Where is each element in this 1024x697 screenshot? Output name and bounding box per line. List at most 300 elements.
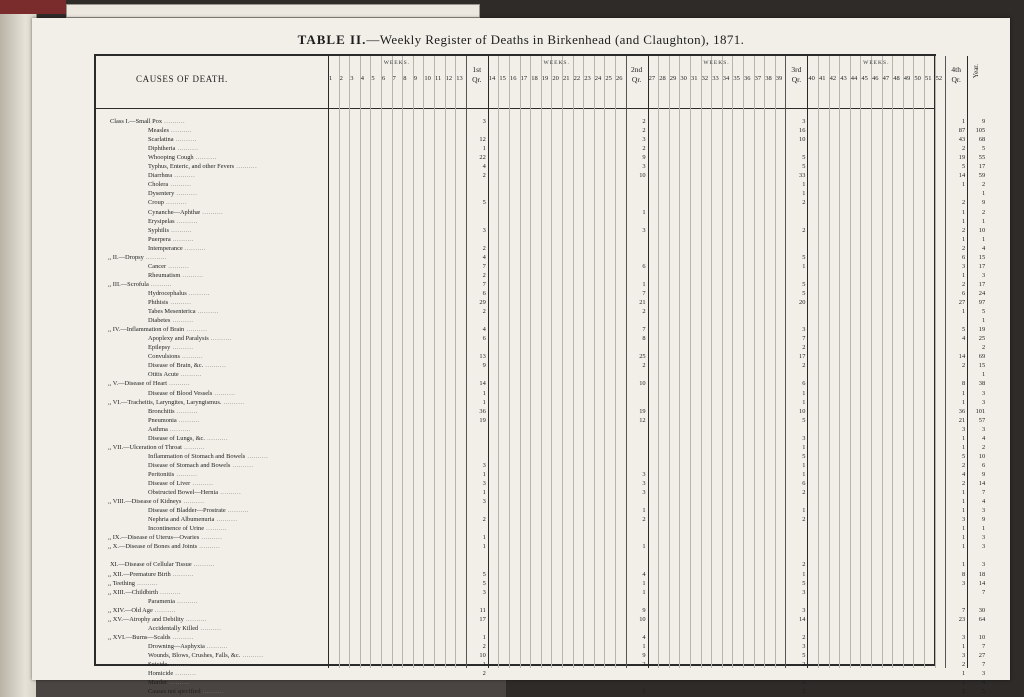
cause-label bbox=[148, 154, 217, 162]
cause-label bbox=[148, 625, 221, 633]
cause-name: Erysipelas bbox=[148, 217, 175, 225]
cell-q3: 20 bbox=[799, 299, 806, 306]
cause-name: Diarrhœa bbox=[148, 172, 173, 180]
cell-year: 57 bbox=[978, 416, 986, 424]
quarter-column-rule bbox=[648, 56, 649, 668]
cell-q1: 5 bbox=[482, 579, 486, 587]
cause-name: IX.—Disease of Uterus—Ovaries bbox=[112, 534, 200, 542]
cell-year: 3 bbox=[981, 670, 986, 678]
week-number-25: 25 bbox=[605, 75, 612, 82]
week-number-44: 44 bbox=[850, 75, 858, 82]
leader-dots: .......... bbox=[245, 452, 269, 460]
cause-name: III.—Scrofula bbox=[112, 280, 149, 288]
week-column-rule bbox=[743, 56, 744, 668]
week-number-34: 34 bbox=[722, 75, 730, 82]
cell-q1: 1 bbox=[482, 661, 486, 668]
cause-label bbox=[108, 444, 205, 452]
cause-label bbox=[148, 272, 203, 280]
cell-year: 38 bbox=[978, 380, 986, 388]
cell-q4: 3 bbox=[961, 651, 966, 659]
cell-q3: 3 bbox=[802, 434, 806, 442]
cause-label bbox=[148, 408, 198, 416]
cause-name: XIV.—Old Age bbox=[112, 606, 153, 614]
cell-q3: 1 bbox=[802, 398, 806, 406]
cell-q1: 6 bbox=[482, 335, 486, 343]
week-number-46: 46 bbox=[872, 75, 879, 82]
cell-q4: 3 bbox=[961, 579, 966, 587]
leader-dots: .......... bbox=[240, 651, 264, 659]
week-number-45: 45 bbox=[861, 75, 868, 82]
cell-q1: 3 bbox=[482, 461, 486, 469]
cell-q2: 2 bbox=[642, 145, 646, 153]
leader-dots: .......... bbox=[183, 615, 207, 623]
week-column-rule bbox=[839, 56, 840, 668]
cell-q4: 1 bbox=[961, 235, 966, 243]
week-number-2: 2 bbox=[339, 75, 343, 82]
page-title bbox=[32, 32, 1010, 48]
cell-year: 59 bbox=[978, 172, 986, 180]
cell-year: 9 bbox=[981, 516, 986, 524]
week-column-rule bbox=[690, 56, 691, 668]
week-number-10: 10 bbox=[424, 75, 431, 82]
cell-year: 97 bbox=[978, 299, 986, 306]
ditto-mark: ,, bbox=[108, 498, 113, 506]
week-number-13: 13 bbox=[456, 75, 463, 82]
cell-q4: 1 bbox=[961, 398, 966, 406]
cell-year: 3 bbox=[981, 425, 986, 433]
week-column-rule bbox=[701, 56, 702, 668]
cause-label bbox=[108, 326, 207, 334]
leader-dots: .......... bbox=[176, 416, 200, 424]
cell-q4: 3 bbox=[961, 262, 966, 270]
cause-name: Hydrocephalus bbox=[148, 289, 187, 297]
week-number-18: 18 bbox=[531, 75, 538, 82]
week-column-rule bbox=[903, 56, 904, 668]
ditto-mark: ,, bbox=[108, 606, 113, 614]
cell-q2: 3 bbox=[642, 163, 646, 171]
cell-q4: 1 bbox=[961, 271, 966, 279]
leader-dots: .......... bbox=[174, 470, 198, 478]
cell-year: 4 bbox=[981, 679, 986, 687]
cell-q4: 2 bbox=[961, 661, 966, 668]
leader-dots: .......... bbox=[134, 579, 159, 587]
cell-q3: 5 bbox=[802, 154, 806, 162]
week-column-rule bbox=[541, 56, 542, 668]
leader-dots: .......... bbox=[143, 253, 167, 261]
cell-q1: 1 bbox=[482, 470, 486, 478]
cause-label bbox=[148, 525, 227, 533]
cell-year: 3 bbox=[981, 271, 986, 279]
cell-q3: 33 bbox=[799, 172, 806, 180]
cause-name: Whooping Cough bbox=[148, 154, 194, 162]
cause-name: Otitis Acute bbox=[148, 371, 179, 379]
cell-year: 3 bbox=[981, 507, 986, 515]
cell-q4: 2 bbox=[961, 244, 966, 252]
cell-q1: 1 bbox=[482, 389, 486, 397]
cell-q1: 2 bbox=[482, 271, 486, 279]
cell-q4: 1 bbox=[961, 670, 966, 678]
week-number-21: 21 bbox=[563, 75, 570, 82]
cell-q3: 3 bbox=[802, 326, 806, 334]
cell-q3: 17 bbox=[799, 353, 806, 361]
cell-q4: 1 bbox=[961, 534, 966, 542]
cell-q3: 2 bbox=[802, 226, 806, 234]
cause-label bbox=[148, 145, 198, 153]
cell-year: 17 bbox=[978, 163, 986, 171]
cell-q1: 3 bbox=[482, 480, 486, 487]
cause-label bbox=[148, 688, 224, 696]
cause-label bbox=[148, 489, 241, 497]
cell-q4: 1 bbox=[961, 642, 966, 650]
leader-dots: .......... bbox=[170, 317, 194, 325]
week-number-1: 1 bbox=[329, 75, 333, 82]
cell-q2: 7 bbox=[642, 326, 646, 334]
cause-name: Diabetes bbox=[148, 317, 171, 325]
cell-q4: 27 bbox=[958, 299, 966, 306]
cell-q3: 1 bbox=[802, 389, 806, 397]
cause-label bbox=[148, 353, 203, 361]
cause-label bbox=[148, 471, 197, 479]
cause-name: Class I.—Small Pox bbox=[110, 118, 163, 125]
cell-q4: 19 bbox=[958, 154, 966, 162]
cause-label bbox=[108, 580, 158, 588]
week-column-rule bbox=[573, 56, 574, 668]
week-number-47: 47 bbox=[882, 75, 890, 82]
cause-name: Cholera bbox=[148, 181, 169, 189]
cause-name: Drowning—Asphyxia bbox=[148, 642, 205, 650]
cell-year: 5 bbox=[981, 308, 986, 316]
cell-year: 6 bbox=[981, 461, 986, 469]
cause-label bbox=[110, 561, 215, 569]
week-column-rule bbox=[370, 56, 371, 668]
cause-name: Puerpera bbox=[148, 235, 171, 243]
cause-name: Causes not specified bbox=[148, 688, 201, 696]
cell-q3: 10 bbox=[799, 407, 806, 415]
cell-year: 4 bbox=[981, 434, 986, 442]
cell-q2: 1 bbox=[642, 507, 646, 515]
week-number-42: 42 bbox=[829, 75, 837, 82]
cause-name: Disease of Stomach and Bowels bbox=[148, 461, 231, 469]
leader-dots: .......... bbox=[221, 398, 245, 406]
causes-header: CAUSES OF DEATH. bbox=[136, 74, 228, 84]
cell-year: 64 bbox=[978, 615, 986, 623]
week-number-8: 8 bbox=[403, 75, 407, 82]
cell-q2: 9 bbox=[642, 651, 646, 659]
cell-q3: 5 bbox=[802, 280, 806, 288]
cause-label bbox=[148, 462, 253, 470]
cell-q4: 36 bbox=[958, 407, 966, 415]
cell-q1: 36 bbox=[479, 407, 486, 415]
cause-label bbox=[148, 227, 192, 235]
cause-label bbox=[148, 190, 197, 198]
cell-q2: 10 bbox=[639, 172, 646, 180]
leader-dots: .......... bbox=[168, 226, 193, 234]
cell-year: 69 bbox=[978, 353, 986, 361]
cause-label bbox=[148, 181, 191, 189]
cause-name: Nephria and Albumenuria bbox=[148, 516, 215, 524]
cell-q1: 4 bbox=[482, 326, 486, 334]
week-number-39: 39 bbox=[775, 75, 783, 82]
ditto-mark: ,, bbox=[108, 579, 113, 587]
cell-year: 30 bbox=[978, 606, 986, 614]
cell-q4: 1 bbox=[961, 489, 966, 497]
cell-q3: 2 bbox=[802, 688, 806, 696]
cell-q3: 14 bbox=[799, 615, 806, 623]
cell-q2: 10 bbox=[639, 615, 646, 623]
cell-q2: 2 bbox=[642, 308, 646, 316]
cause-name: II.—Dropsy bbox=[112, 253, 144, 261]
cause-name: Epilepsy bbox=[148, 344, 171, 352]
cell-q2: 2 bbox=[642, 118, 646, 125]
cause-name: VI.—Tracheitis, Laryngites, Laryngismus. bbox=[112, 398, 222, 406]
cell-q4: 2 bbox=[961, 688, 966, 696]
cell-year: 14 bbox=[978, 480, 986, 487]
week-number-43: 43 bbox=[840, 75, 847, 82]
week-number-36: 36 bbox=[744, 75, 751, 82]
cause-label bbox=[148, 218, 198, 226]
cause-name: Disease of Lungs, &c. bbox=[148, 434, 205, 442]
cause-name: VII.—Ulceration of Throat bbox=[112, 443, 182, 451]
cause-name: Wounds, Blows, Crushes, Falls, &c. bbox=[148, 651, 241, 659]
cause-label bbox=[148, 652, 263, 660]
cause-label bbox=[108, 380, 190, 388]
week-number-35: 35 bbox=[733, 75, 740, 82]
cause-name: Typhus, Enteric, and other Fevers bbox=[148, 163, 235, 171]
week-column-rule bbox=[339, 56, 340, 668]
weeks-label: WEEKS. bbox=[863, 60, 890, 66]
leader-dots: .......... bbox=[168, 299, 192, 306]
cell-q2: 2 bbox=[642, 127, 646, 135]
week-number-32: 32 bbox=[701, 75, 709, 82]
leader-dots: .......... bbox=[208, 335, 232, 343]
week-column-rule bbox=[669, 56, 670, 668]
cause-label bbox=[108, 281, 172, 289]
cell-q3: 5 bbox=[802, 163, 806, 171]
cell-q3: 16 bbox=[799, 127, 806, 135]
cell-q2: 3 bbox=[642, 226, 646, 234]
cell-q1: 7 bbox=[482, 280, 486, 288]
week-column-rule bbox=[530, 56, 531, 668]
week-column-rule bbox=[498, 56, 499, 668]
leader-dots: .......... bbox=[163, 199, 188, 207]
cell-q1: 11 bbox=[479, 606, 486, 614]
week-column-rule bbox=[509, 56, 510, 668]
cause-name: Scarlatina bbox=[148, 136, 174, 144]
week-column-rule bbox=[381, 56, 382, 668]
cause-label bbox=[148, 290, 210, 298]
cause-name: VIII.—Disease of Kidneys bbox=[112, 498, 182, 506]
week-number-22: 22 bbox=[573, 75, 581, 82]
cell-q3: 3 bbox=[802, 642, 806, 650]
leader-dots: .......... bbox=[190, 480, 214, 487]
cause-label bbox=[148, 598, 198, 606]
leader-dots: .......... bbox=[198, 624, 222, 632]
cause-name: Tabes Mesenterica bbox=[148, 308, 196, 316]
cell-q4: 5 bbox=[961, 452, 966, 460]
week-number-6: 6 bbox=[382, 75, 386, 82]
cell-q4: 2 bbox=[961, 145, 966, 153]
week-number-4: 4 bbox=[360, 75, 365, 82]
leader-dots: .......... bbox=[174, 217, 198, 225]
cell-year: 3 bbox=[981, 534, 986, 542]
cell-q4: 6 bbox=[961, 289, 966, 297]
cause-name: XI.—Disease of Cellular Tissue bbox=[110, 561, 192, 569]
cell-q2: 1 bbox=[642, 208, 646, 216]
cell-q1: 29 bbox=[479, 299, 486, 306]
cause-name: Asthma bbox=[148, 425, 168, 433]
cell-q1: 4 bbox=[482, 253, 486, 261]
cause-label bbox=[148, 136, 197, 144]
cause-name: Disease of Brain, &c. bbox=[148, 362, 204, 370]
week-column-rule bbox=[711, 56, 712, 668]
leader-dots: .......... bbox=[204, 642, 228, 650]
leader-dots: .......... bbox=[172, 172, 196, 180]
cell-q2: 19 bbox=[639, 407, 646, 415]
leader-dots: .......... bbox=[173, 670, 197, 678]
cell-q4: 8 bbox=[961, 380, 966, 388]
week-column-rule bbox=[562, 56, 563, 668]
cause-label bbox=[110, 118, 185, 126]
cause-label bbox=[148, 362, 226, 370]
cause-label bbox=[148, 236, 194, 244]
cause-name: Teething bbox=[112, 579, 135, 587]
cell-q4: 23 bbox=[958, 615, 966, 623]
cause-name: Croup bbox=[148, 199, 164, 207]
cause-label bbox=[148, 317, 193, 325]
cell-q4: 8 bbox=[961, 570, 966, 578]
cell-year: 9 bbox=[981, 199, 986, 207]
week-number-52: 52 bbox=[935, 75, 943, 82]
leader-dots: .......... bbox=[170, 344, 194, 352]
cell-q3: 7 bbox=[802, 335, 806, 343]
cause-name: XVI.—Burns—Scalds bbox=[112, 633, 171, 641]
cause-label bbox=[108, 571, 194, 579]
cell-q2: 1 bbox=[642, 688, 646, 696]
week-number-48: 48 bbox=[893, 75, 900, 82]
cause-label bbox=[148, 209, 223, 217]
leader-dots: .......... bbox=[170, 235, 194, 243]
week-column-rule bbox=[882, 56, 883, 668]
cause-name: XII.—Premature Birth bbox=[112, 570, 171, 578]
cell-q1: 22 bbox=[479, 154, 486, 162]
cell-q4: 1 bbox=[961, 561, 966, 569]
cause-label bbox=[148, 507, 249, 515]
cell-q4: 7 bbox=[961, 606, 966, 614]
leader-dots: .......... bbox=[167, 380, 191, 388]
cell-year: 17 bbox=[978, 280, 986, 288]
cause-name: Peritonitis bbox=[148, 470, 175, 478]
cell-year: 101 bbox=[975, 407, 986, 415]
cell-q4: 1 bbox=[961, 217, 966, 225]
cause-name: Bronchitis bbox=[148, 407, 175, 415]
cell-q1: 14 bbox=[479, 380, 486, 388]
cell-q4: 1 bbox=[961, 543, 966, 551]
ditto-mark: ,, bbox=[108, 570, 113, 578]
cause-label bbox=[148, 480, 213, 488]
cell-q4: 43 bbox=[958, 136, 966, 144]
cause-name: XV.—Atrophy and Debility bbox=[112, 615, 184, 623]
cell-q2: 2 bbox=[642, 661, 646, 668]
leader-dots: .......... bbox=[200, 208, 224, 216]
week-number-9: 9 bbox=[413, 75, 418, 82]
week-column-rule bbox=[679, 56, 680, 668]
cause-label bbox=[108, 634, 194, 642]
leader-dots: .......... bbox=[167, 679, 191, 687]
leader-dots: .......... bbox=[204, 434, 229, 442]
leader-dots: .......... bbox=[180, 271, 204, 279]
cell-year: 25 bbox=[978, 335, 986, 343]
cell-year: 10 bbox=[978, 226, 986, 234]
quarter-column-rule bbox=[488, 56, 489, 668]
cell-q2: 1 bbox=[642, 579, 646, 587]
week-column-rule bbox=[722, 56, 723, 668]
cell-year: 4 bbox=[981, 498, 986, 506]
cause-label bbox=[148, 172, 195, 180]
leader-dots: .......... bbox=[174, 190, 198, 198]
cause-name: X.—Disease of Bones and Joints bbox=[112, 543, 198, 551]
quarter-header-q1: 1st Qr. bbox=[472, 65, 482, 84]
cell-q2: 4 bbox=[642, 633, 646, 641]
cell-q3: 2 bbox=[802, 489, 806, 497]
cell-q1: 1 bbox=[482, 489, 486, 497]
cell-q2: 9 bbox=[642, 154, 646, 162]
cell-q4: 1 bbox=[961, 443, 966, 451]
cell-q3: 3 bbox=[802, 606, 806, 614]
cell-q3: 5 bbox=[802, 289, 806, 297]
cell-q1: 1 bbox=[482, 543, 486, 551]
cause-label bbox=[108, 543, 220, 551]
cell-q2: 3 bbox=[642, 480, 646, 487]
cell-q3: 1 bbox=[802, 507, 806, 515]
ditto-mark: ,, bbox=[108, 398, 113, 406]
leader-dots: .......... bbox=[199, 534, 223, 542]
cause-name: Disease of Blood Vessels bbox=[148, 389, 213, 397]
cell-q3: 1 bbox=[802, 470, 806, 478]
cause-name: Phthisis bbox=[148, 299, 169, 306]
leader-dots: .......... bbox=[212, 389, 236, 397]
week-number-15: 15 bbox=[499, 75, 506, 82]
cell-q3: 2 bbox=[802, 344, 806, 352]
leader-dots: .......... bbox=[186, 289, 210, 297]
cell-q1: 19 bbox=[479, 416, 486, 424]
cell-q2: 2 bbox=[642, 362, 646, 370]
cell-q3: 3 bbox=[802, 118, 806, 125]
leader-dots: .......... bbox=[166, 262, 190, 270]
cell-year: 2 bbox=[981, 344, 986, 352]
leader-dots: .......... bbox=[148, 280, 172, 288]
week-number-29: 29 bbox=[669, 75, 677, 82]
cell-q3: 6 bbox=[802, 480, 806, 487]
cell-q4: 14 bbox=[958, 353, 966, 361]
leader-dots: .......... bbox=[162, 118, 186, 125]
cell-q4: 21 bbox=[958, 416, 966, 424]
cell-q2: 1 bbox=[642, 280, 646, 288]
leader-dots: .......... bbox=[170, 633, 194, 641]
cell-q4: 3 bbox=[961, 633, 966, 641]
cause-label bbox=[148, 263, 189, 271]
cell-q1: 13 bbox=[479, 353, 486, 361]
cell-year: 1 bbox=[981, 217, 986, 225]
week-column-rule bbox=[871, 56, 872, 668]
cause-name: Disease of Liver bbox=[148, 480, 191, 487]
week-column-rule bbox=[360, 56, 361, 668]
cause-label bbox=[148, 344, 193, 352]
cell-q3: 1 bbox=[802, 190, 806, 198]
cause-label bbox=[148, 245, 206, 253]
cause-name: Syphilis bbox=[148, 226, 169, 234]
cell-q3: 5 bbox=[802, 651, 806, 659]
cause-name: Pneumonia bbox=[148, 416, 177, 424]
